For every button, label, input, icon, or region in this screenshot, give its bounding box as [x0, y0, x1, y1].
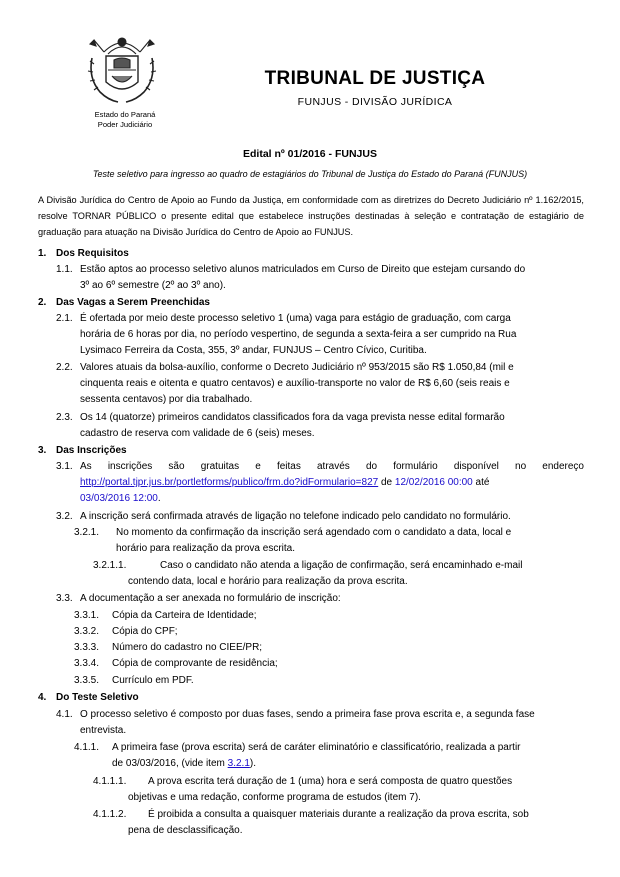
item-number: 3.2. [56, 511, 73, 522]
list-item: Cópia da Carteira de Identidade; [112, 610, 257, 621]
item-number: 4.1.1. [74, 742, 100, 753]
item-number: 3.1. [56, 461, 73, 472]
item-text: Caso o candidato não atenda a ligação de confirmação, será encaminhado e-mail [160, 560, 523, 571]
item-text: A prova escrita terá duração de 1 (uma) hora e será composta de quatro questões [148, 776, 513, 787]
item-text: Valores atuais da bolsa-auxílio, conforme o Decreto Judiciário nº 953/2015 são R$ 1.050,84 (mil e [80, 362, 514, 373]
ref-prefix: de 03/03/2016, (vide item [112, 758, 228, 769]
item-number: 1.1. [56, 264, 73, 275]
section-number: 3. [38, 445, 47, 456]
item-number: 3.2.1. [74, 527, 100, 538]
item-number: 3.3.1. [74, 610, 100, 621]
section-number: 4. [38, 692, 47, 703]
item-text: horária de 6 horas por dia, no período vespertino, de segunda a sexta-feira a ser cumprido na Rua [80, 329, 517, 340]
item-text: 3º ao 6º semestre (2º ao 3º ano). [80, 280, 226, 291]
item-number: 3.3.2. [74, 626, 100, 637]
list-item: Número do cadastro no CIEE/PR; [112, 642, 263, 653]
end-date: 03/03/2016 12:00 [80, 493, 158, 504]
item-number: 2.1. [56, 313, 73, 324]
item-number: 2.2. [56, 362, 73, 373]
list-item: Currículo em PDF. [112, 675, 194, 686]
item-text: horário para realização da prova escrita. [116, 543, 295, 554]
item-text: contendo data, local e horário para realização da prova escrita. [128, 576, 408, 587]
list-item: Cópia de comprovante de residência; [112, 658, 278, 669]
parana-coat-of-arms-icon [86, 30, 158, 110]
item-number: 4.1. [56, 709, 73, 720]
item-text: Estão aptos ao processo seletivo alunos matriculados em Curso de Direito que estejam cursando do [80, 264, 526, 275]
ate-word: até [475, 477, 490, 488]
edital-title: Edital nº 01/2016 - FUNJUS [243, 148, 377, 160]
item-text: No momento da confirmação da inscrição será agendado com o candidato a data, local e [116, 527, 512, 538]
section-title-inscricoes: Das Inscrições [56, 445, 127, 456]
item-text: Os 14 (quatorze) primeiros candidatos classificados fora da vaga prevista nesse edital formarão [80, 412, 505, 423]
section-title-requisitos: Dos Requisitos [56, 248, 129, 259]
item-number: 4.1.1.2. [93, 809, 127, 820]
item-number: 3.3. [56, 593, 73, 604]
intro-paragraph: A Divisão Jurídica do Centro de Apoio ao Fundo da Justiça, em conformidade com as diretrizes do Decreto Judiciário nº 1.162/2015, resolve TORNAR PÚBLICO o presente edital que estabelece instruções destinadas à seleção e contratação de estagiário de graduação para atuação na Divisão Jurídica do Centro de Apoio ao FUNJUS. [38, 195, 584, 237]
item-text: As inscrições são gratuitas e feitas através do formulário disponível no endereço [80, 461, 584, 472]
item-text: entrevista. [80, 725, 127, 736]
item-text: cinquenta reais e oitenta e quatro centavos) e auxílio-transporte no valor de R$ 6,60 (seis reais e [80, 378, 510, 389]
de-word: de [380, 477, 393, 488]
item-text: Lysimaco Ferreira da Costa, 355, 3º andar, FUNJUS – Centro Cívico, Curitiba. [80, 345, 427, 356]
state-caption: Estado do Paraná [94, 110, 156, 119]
item-text: pena de desclassificação. [128, 825, 243, 836]
item-number: 3.3.4. [74, 658, 100, 669]
start-date: 12/02/2016 00:00 [394, 477, 473, 488]
item-text: É ofertada por meio deste processo seletivo 1 (uma) vaga para estágio de graduação, com carga [80, 313, 511, 324]
registration-end-line [80, 491, 161, 506]
period: . [157, 493, 161, 504]
item-text: A primeira fase (prova escrita) será de caráter eliminatório e classificatório, realizada a partir [112, 742, 521, 753]
division-subtitle: FUNJUS - DIVISÃO JURÍDICA [297, 96, 453, 108]
item-number: 2.3. [56, 412, 73, 423]
section-number: 1. [38, 248, 47, 259]
list-item: Cópia do CPF; [112, 626, 178, 637]
item-text: sessenta centavos) por dia trabalhado. [80, 394, 253, 405]
item-text-with-ref [112, 756, 256, 771]
item-text: É proibida a consulta a quaisquer materiais durante a realização da prova escrita, sob [148, 809, 529, 820]
registration-line [80, 475, 489, 490]
item-number: 3.3.3. [74, 642, 100, 653]
registration-form-link[interactable]: http://portal.tjpr.jus.br/portletforms/publico/frm.do?idFormulario=827 [80, 477, 379, 488]
item-number: 3.3.5. [74, 675, 100, 686]
item-text: O processo seletivo é composto por duas fases, sendo a primeira fase prova escrita e, a segunda fase [80, 709, 535, 720]
item-text: A inscrição será confirmada através de ligação no telefone indicado pelo candidato no formulário. [80, 511, 511, 522]
item-reference-link[interactable]: 3.2.1 [227, 758, 250, 769]
item-number: 3.2.1.1. [93, 560, 127, 571]
edital-subtitle: Teste seletivo para ingresso ao quadro de estagiários do Tribunal de Justiça do Estado do Paraná (FUNJUS) [92, 169, 528, 179]
item-text: objetivas e uma redação, conforme programa de estudos (item 7). [128, 792, 421, 803]
power-caption: Poder Judiciário [97, 120, 153, 129]
item-text: cadastro de reserva com validade de 6 (seis) meses. [80, 428, 315, 439]
section-number: 2. [38, 297, 47, 308]
item-number: 4.1.1.1. [93, 776, 127, 787]
court-title: TRIBUNAL DE JUSTIÇA [264, 68, 486, 89]
section-title-vagas: Das Vagas a Serem Preenchidas [56, 297, 210, 308]
item-text: A documentação a ser anexada no formulário de inscrição: [80, 593, 341, 604]
ref-suffix: ). [249, 758, 256, 769]
section-title-teste: Do Teste Seletivo [56, 692, 139, 703]
